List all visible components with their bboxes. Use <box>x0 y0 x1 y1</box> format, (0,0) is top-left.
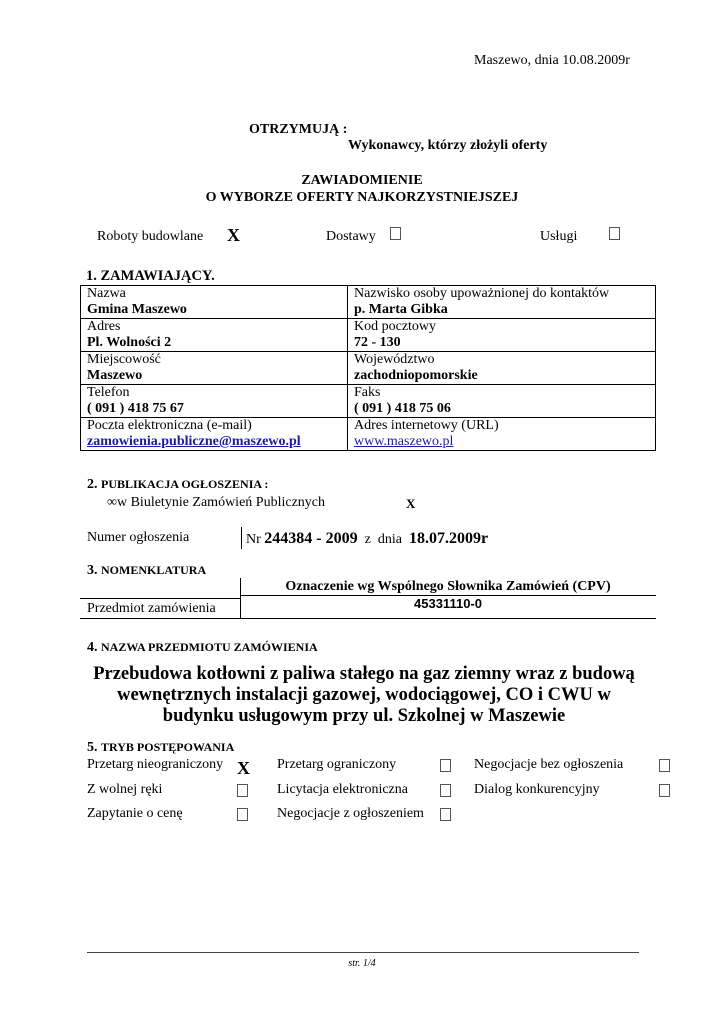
section5-number: 5. <box>87 740 98 755</box>
opt-e-auction-label: Licytacja elektroniczna <box>277 782 408 797</box>
url-label: Adres internetowy (URL) <box>354 418 499 433</box>
section2-heading <box>87 477 268 493</box>
phone-label: Telefon <box>87 385 130 400</box>
type-services-label: Usługi <box>540 229 578 244</box>
section3-number: 3. <box>87 563 98 578</box>
opt-competitive-dialogue-label: Dialog konkurencyjny <box>474 782 600 797</box>
recipients-label: OTRZYMUJĄ : <box>249 122 348 137</box>
nr-prefix: Nr <box>246 532 261 547</box>
notice-subtitle: O WYBORZE OFERTY NAJKORZYSTNIEJSZEJ <box>205 190 519 205</box>
section5-title: TRYB POSTĘPOWANIA <box>101 740 235 754</box>
infinity-icon: ∞ <box>107 495 117 510</box>
divider <box>241 527 242 549</box>
opt-restricted-tender-checkbox[interactable] <box>440 759 451 772</box>
type-services-checkbox[interactable] <box>609 227 620 240</box>
opt-single-source-checkbox[interactable] <box>237 784 248 797</box>
table-row <box>81 352 656 385</box>
section2-title: PUBLIKACJA OGŁOSZENIA : <box>101 477 269 491</box>
section4-heading <box>87 640 318 656</box>
opt-competitive-dialogue-checkbox[interactable] <box>659 784 670 797</box>
contracting-authority-table <box>80 285 656 451</box>
email-link[interactable]: zamowienia.publiczne@maszewo.pl <box>87 434 301 449</box>
opt-single-source-label: Z wolnej ręki <box>87 782 163 797</box>
place-date: Maszewo, dnia 10.08.2009r <box>474 53 630 68</box>
opt-open-tender-mark[interactable]: X <box>237 758 250 778</box>
notice-title: ZAWIADOMIENIE <box>301 173 423 188</box>
voivodeship-label: Województwo <box>354 352 435 367</box>
name-label: Nazwa <box>87 286 126 301</box>
postal-code-value: 72 - 130 <box>354 335 401 350</box>
cpv-code: 45331110-0 <box>414 596 482 611</box>
opt-price-inquiry-checkbox[interactable] <box>237 808 248 821</box>
fax-value: ( 091 ) 418 75 06 <box>354 401 451 416</box>
section1-heading: 1. ZAMAWIAJĄCY. <box>86 268 215 284</box>
dnia-label: dnia <box>377 532 402 547</box>
section4-number: 4. <box>87 640 98 655</box>
notice-number <box>246 530 488 548</box>
type-supplies-checkbox[interactable] <box>390 227 401 240</box>
name-value: Gmina Maszewo <box>87 302 187 317</box>
divider <box>80 618 656 619</box>
z-label: z <box>364 532 371 547</box>
address-value: Pl. Wolności 2 <box>87 335 172 350</box>
table-row <box>81 418 656 451</box>
city-label: Miejscowość <box>87 352 161 367</box>
section3-heading <box>87 563 206 579</box>
opt-open-tender-label: Przetarg nieograniczony <box>87 757 224 772</box>
type-works-mark[interactable]: X <box>227 225 240 245</box>
nr-value: 244384 - 2009 <box>264 530 358 547</box>
phone-value: ( 091 ) 418 75 67 <box>87 401 184 416</box>
table-row <box>81 385 656 418</box>
bulletin-row <box>107 495 325 511</box>
section5-heading <box>87 740 234 756</box>
city-value: Maszewo <box>87 368 143 383</box>
type-works-label: Roboty budowlane <box>97 229 204 244</box>
contact-person-value: p. Marta Gibka <box>354 302 448 317</box>
address-label: Adres <box>87 319 121 334</box>
section3-title: NOMENKLATURA <box>101 563 207 577</box>
page-number: str. 1/4 <box>348 958 376 969</box>
opt-negotiation-with-notice-checkbox[interactable] <box>440 808 451 821</box>
bulletin-label: w Biuletynie Zamówień Publicznych <box>116 495 325 510</box>
section4-title: NAZWA PRZEDMIOTU ZAMÓWIENIA <box>101 640 318 654</box>
voivodeship-value: zachodniopomorskie <box>354 368 478 383</box>
opt-negotiation-no-notice-checkbox[interactable] <box>659 759 670 772</box>
postal-code-label: Kod pocztowy <box>354 319 437 334</box>
recipients-value: Wykonawcy, którzy złożyli oferty <box>348 138 548 153</box>
opt-restricted-tender-label: Przetarg ograniczony <box>277 757 397 772</box>
subject-label: Przedmiot zamówienia <box>87 601 216 616</box>
opt-negotiation-no-notice-label: Negocjacje bez ogłoszenia <box>474 757 624 772</box>
divider <box>80 598 240 599</box>
type-supplies-label: Dostawy <box>326 229 376 244</box>
url-link[interactable]: www.maszewo.pl <box>354 434 454 449</box>
contact-person-label: Nazwisko osoby upoważnionej do kontaktów <box>354 286 610 301</box>
opt-negotiation-with-notice-label: Negocjacje z ogłoszeniem <box>277 806 424 821</box>
cpv-label: Oznaczenie wg Wspólnego Słownika Zamówień (CPV) <box>285 579 611 594</box>
contract-title: Przebudowa kotłowni z paliwa stałego na gaz ziemny wraz z budową wewnętrznych instalacji gazowej, wodociągowej, CO i CWU w budynku usługowym przy ul. Szkolnej w Maszewie <box>93 664 635 726</box>
email-label: Poczta elektroniczna (e-mail) <box>87 418 252 433</box>
section2-number: 2. <box>87 477 98 492</box>
opt-e-auction-checkbox[interactable] <box>440 784 451 797</box>
table-row <box>81 319 656 352</box>
notice-number-label: Numer ogłoszenia <box>87 530 190 545</box>
bulletin-mark[interactable]: X <box>406 496 416 511</box>
table-row <box>81 286 656 319</box>
fax-label: Faks <box>354 385 381 400</box>
notice-date: 18.07.2009r <box>408 530 489 547</box>
footer-divider <box>87 952 639 953</box>
opt-price-inquiry-label: Zapytanie o cenę <box>87 806 183 821</box>
